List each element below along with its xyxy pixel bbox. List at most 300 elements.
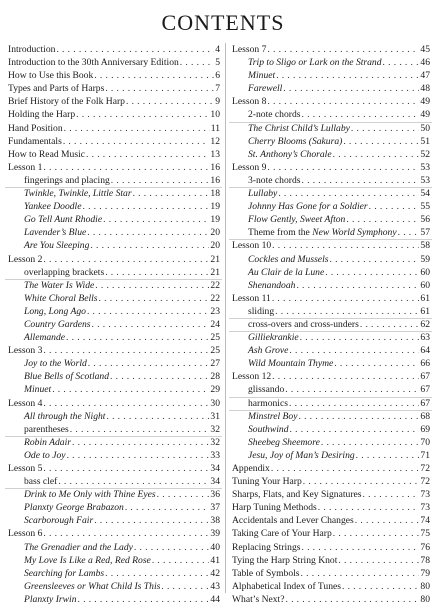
leader-dots: [278, 187, 419, 200]
toc-entry-page: 23: [210, 305, 220, 317]
toc-entry-title: Trip to Sligo or Lark on the Strand: [248, 57, 382, 69]
toc-entry-title: Lesson 2: [8, 253, 43, 265]
toc-entry: [8, 475, 220, 488]
leader-dots: [283, 82, 419, 95]
leader-dots: [72, 436, 209, 449]
toc-entry: [232, 541, 430, 554]
toc-entry-title: Minuet: [24, 384, 52, 396]
toc-entry-page: 34: [210, 463, 220, 474]
leader-dots: [276, 69, 419, 82]
toc-entry-title: Lesson 3: [8, 345, 43, 357]
toc-entry-page: 52: [420, 148, 430, 160]
toc-entry-page: 24: [210, 318, 220, 330]
leader-dots: [271, 462, 420, 475]
toc-entry-title: Harp Tuning Methods: [232, 502, 317, 514]
leader-dots: [43, 253, 209, 266]
contents-left-column: [8, 43, 220, 606]
toc-entry-title: Gilliekrankie: [248, 332, 299, 344]
leader-dots: [333, 527, 420, 540]
leader-dots: [318, 501, 420, 514]
toc-entry-page: 32: [210, 436, 220, 448]
toc-entry-page: 43: [210, 580, 220, 592]
toc-entry: [232, 213, 430, 226]
toc-entry: [232, 266, 430, 279]
leader-dots: [300, 331, 420, 344]
toc-entry: [232, 344, 430, 357]
toc-entry: [232, 279, 430, 292]
toc-entry-page: 61: [420, 292, 430, 304]
toc-entry-page: 21: [210, 253, 220, 265]
toc-entry-page: 68: [420, 410, 430, 422]
leader-dots: [157, 488, 210, 501]
toc-entry-page: 25: [210, 345, 220, 357]
toc-entry-title: fingerings and placing: [24, 174, 110, 186]
toc-entry-page: 55: [420, 201, 430, 213]
leader-dots: [152, 554, 210, 567]
toc-entry-page: 60: [420, 266, 430, 278]
toc-entry-page: 5: [215, 57, 220, 69]
toc-entry-page: 58: [420, 240, 430, 252]
toc-entry-title: Allemande: [24, 332, 66, 344]
toc-entry: [8, 56, 220, 69]
toc-entry-page: 28: [210, 371, 220, 383]
toc-entry-page: 67: [420, 384, 430, 396]
toc-entry: [8, 514, 220, 527]
toc-entry-title: The Christ Child’s Lullaby: [248, 122, 350, 134]
toc-entry-page: 45: [420, 44, 430, 55]
toc-entry-title: Ash Grove: [248, 345, 289, 357]
toc-entry: [232, 56, 430, 69]
toc-entry-page: 38: [210, 515, 220, 527]
toc-entry-page: 64: [420, 345, 430, 357]
leader-dots: [133, 187, 210, 200]
leader-dots: [94, 514, 209, 527]
leader-dots: [82, 200, 209, 213]
leader-dots: [105, 567, 209, 580]
toc-entry-page: 11: [210, 122, 220, 134]
toc-entry: [232, 397, 430, 410]
toc-entry: [8, 383, 220, 396]
toc-entry-page: 34: [210, 476, 220, 488]
leader-dots: [338, 554, 419, 567]
toc-entry-page: 53: [420, 174, 430, 186]
toc-entry-page: 37: [210, 502, 220, 514]
toc-entry-page: 32: [210, 423, 220, 435]
leader-dots: [334, 357, 419, 370]
toc-entry: [8, 279, 220, 292]
leader-dots: [343, 135, 419, 148]
toc-entry: [232, 200, 430, 213]
toc-entry: [8, 541, 220, 554]
toc-entry-title: Long, Long Ago: [24, 305, 86, 317]
toc-entry: [232, 95, 430, 108]
toc-entry-title: The Grenadier and the Lady: [24, 541, 133, 553]
toc-entry-page: 13: [210, 148, 220, 160]
toc-entry: [232, 501, 430, 514]
toc-entry: [8, 397, 220, 410]
toc-entry: [232, 383, 430, 396]
toc-entry: [232, 514, 430, 527]
leader-dots: [43, 344, 209, 357]
leader-dots: [103, 213, 209, 226]
toc-entry-page: 70: [420, 436, 430, 448]
toc-entry-title: Lavender’s Blue: [24, 227, 87, 239]
toc-entry-title: sliding: [248, 305, 275, 317]
toc-entry-page: 59: [420, 253, 430, 265]
toc-entry: [232, 475, 430, 488]
toc-entry-title: Yankee Doodle: [24, 201, 82, 213]
toc-entry: [8, 226, 220, 239]
toc-entry: [8, 344, 220, 357]
toc-entry: [8, 266, 220, 279]
toc-entry: [232, 69, 430, 82]
toc-entry-title: How to Read Music: [8, 148, 86, 160]
toc-entry: [8, 357, 220, 370]
toc-entry: [8, 580, 220, 593]
toc-entry-title: Tuning Your Harp: [232, 476, 302, 488]
toc-entry: [8, 410, 220, 423]
toc-entry-title: Lesson 1: [8, 161, 43, 173]
leader-dots: [110, 370, 209, 383]
toc-entry-title: Fundamentals: [8, 135, 62, 147]
toc-entry-title: Flow Gently, Sweet Afton: [248, 214, 346, 226]
toc-entry: [8, 135, 220, 148]
toc-entry-page: 75: [420, 528, 430, 540]
leader-dots: [398, 226, 420, 239]
toc-entry-page: 61: [420, 305, 430, 317]
toc-entry-title: Taking Care of Your Harp: [232, 528, 332, 540]
toc-entry: [8, 567, 220, 580]
toc-entry: [232, 410, 430, 423]
toc-entry-page: 33: [210, 449, 220, 461]
toc-entry: [232, 580, 430, 593]
leader-dots: [87, 226, 209, 239]
leader-dots: [303, 475, 420, 488]
toc-entry: [8, 331, 220, 344]
toc-entry-title: Planxty Irwin: [24, 593, 77, 605]
toc-entry: [8, 462, 220, 475]
leader-dots: [285, 593, 419, 606]
toc-entry: [8, 108, 220, 121]
toc-entry-title: All through the Night: [24, 410, 106, 422]
toc-entry-title: Sharps, Flats, and Key Signatures: [232, 489, 362, 501]
toc-entry-page: 79: [420, 567, 430, 579]
leader-dots: [125, 501, 210, 514]
toc-entry-page: 80: [420, 580, 430, 592]
toc-entry-page: 6: [215, 70, 220, 82]
toc-entry-title: Table of Symbols: [232, 567, 300, 579]
toc-entry-title: Minuet: [248, 70, 276, 82]
leader-dots: [58, 475, 209, 488]
toc-entry-page: 78: [420, 554, 430, 566]
leader-dots: [296, 279, 419, 292]
leader-dots: [301, 567, 420, 580]
toc-entry-title: Lesson 8: [232, 96, 267, 108]
toc-entry-page: 67: [420, 371, 430, 383]
toc-entry-page: 48: [420, 83, 430, 95]
leader-dots: [92, 318, 210, 331]
leader-dots: [95, 279, 209, 292]
toc-entry-page: 56: [420, 214, 430, 226]
leader-dots: [360, 318, 420, 331]
toc-entry: [8, 593, 220, 606]
toc-entry: [8, 213, 220, 226]
toc-entry: [8, 239, 220, 252]
toc-entry-page: 40: [210, 541, 220, 553]
toc-entry-title: White Choral Bells: [24, 292, 98, 304]
toc-entry-page: 71: [420, 449, 430, 461]
toc-entry-page: 30: [210, 397, 220, 409]
toc-entry: [232, 567, 430, 580]
toc-entry: [8, 122, 220, 135]
toc-entry-page: 67: [420, 397, 430, 409]
leader-dots: [329, 253, 419, 266]
toc-entry: [232, 357, 430, 370]
leader-dots: [285, 383, 419, 396]
toc-entry-title: Cockles and Mussels: [248, 253, 329, 265]
toc-entry-page: 72: [420, 476, 430, 488]
toc-entry-title: Greensleeves or What Child Is This: [24, 580, 161, 592]
toc-entry-page: 21: [210, 266, 220, 278]
toc-entry-page: 12: [210, 135, 220, 147]
toc-entry-title: Twinkle, Twinkle, Little Star: [24, 188, 132, 200]
toc-entry-title: How to Use this Book: [8, 70, 94, 82]
leader-dots: [272, 292, 420, 305]
leader-dots: [369, 200, 420, 213]
toc-entry: [232, 187, 430, 200]
toc-entry-title: Lesson 11: [232, 292, 271, 304]
toc-entry-title: Joy to the World: [24, 358, 87, 370]
toc-entry-title: Shenandoah: [248, 279, 296, 291]
leader-dots: [383, 56, 420, 69]
toc-entry-title: Tying the Harp String Knot: [232, 554, 338, 566]
toc-entry: [8, 43, 220, 56]
leader-dots: [64, 122, 210, 135]
toc-entry: [8, 95, 220, 108]
toc-entry-title: parentheses: [24, 423, 69, 435]
toc-entry: [8, 200, 220, 213]
toc-entry-page: 4: [215, 44, 220, 55]
toc-entry: [8, 161, 220, 174]
toc-entry-page: 22: [210, 292, 220, 304]
toc-entry: [232, 122, 430, 135]
leader-dots: [43, 397, 209, 410]
toc-entry-page: 73: [420, 489, 430, 501]
toc-entry: [8, 554, 220, 567]
toc-entry-title: St. Anthony’s Chorale: [248, 148, 332, 160]
toc-entry-title: bass clef: [24, 476, 58, 488]
toc-entry: [8, 187, 220, 200]
page-title: CONTENTS: [161, 10, 285, 35]
leader-dots: [88, 357, 210, 370]
leader-dots: [298, 410, 419, 423]
toc-entry: [8, 436, 220, 449]
leader-dots: [363, 488, 420, 501]
toc-entry-page: 72: [420, 463, 430, 474]
toc-entry: [232, 174, 430, 187]
toc-entry: [232, 226, 430, 239]
leader-dots: [302, 174, 420, 187]
toc-entry: [232, 135, 430, 148]
leader-dots: [180, 56, 214, 69]
leader-dots: [134, 541, 210, 554]
leader-dots: [351, 122, 419, 135]
leader-dots: [275, 305, 419, 318]
toc-entry-page: 73: [420, 502, 430, 514]
toc-entry: [8, 292, 220, 305]
toc-entry: [232, 318, 430, 331]
toc-entry-page: 49: [420, 109, 430, 121]
leader-dots: [78, 593, 210, 606]
leader-dots: [289, 397, 419, 410]
toc-entry: [8, 174, 220, 187]
toc-entry-page: 74: [420, 515, 430, 527]
toc-entry-title: Replacing Strings: [232, 541, 301, 553]
toc-entry: [232, 82, 430, 95]
toc-entry: [8, 527, 220, 540]
leader-dots: [66, 331, 209, 344]
toc-entry-page: 47: [420, 70, 430, 82]
contents-right-column: [232, 43, 430, 606]
toc-entry: [8, 69, 220, 82]
toc-entry: [8, 370, 220, 383]
toc-entry-page: 29: [210, 384, 220, 396]
toc-entry-page: 25: [210, 332, 220, 344]
toc-entry: [232, 488, 430, 501]
toc-entry-title: Johnny Has Gone for a Soldier: [248, 201, 368, 213]
toc-entry: [232, 436, 430, 449]
toc-entry-title: Lesson 5: [8, 463, 43, 474]
toc-entry-title: Minstrel Boy: [248, 410, 298, 422]
leader-dots: [43, 462, 209, 475]
toc-entry-page: 39: [210, 528, 220, 540]
toc-entry: [8, 148, 220, 161]
toc-entry-page: 9: [215, 96, 220, 108]
toc-entry: [232, 108, 430, 121]
toc-entry-page: 19: [210, 214, 220, 226]
toc-entry: [232, 423, 430, 436]
toc-entry-page: 27: [210, 358, 220, 370]
leader-dots: [67, 449, 210, 462]
toc-entry: [232, 43, 430, 56]
toc-entry-title: overlapping brackets: [24, 266, 105, 278]
leader-dots: [161, 580, 209, 593]
toc-entry-title: My Love Is Like a Red, Red Rose: [24, 554, 151, 566]
leader-dots: [76, 108, 209, 121]
toc-entry-page: 62: [420, 318, 430, 330]
toc-entry: [8, 423, 220, 436]
toc-entry-title: Southwind: [248, 423, 289, 435]
toc-entry-title: Lesson 12: [232, 371, 272, 383]
leader-dots: [321, 436, 420, 449]
toc-entry-title-italic: New World Symphony: [312, 227, 397, 239]
toc-entry-page: 63: [420, 332, 430, 344]
toc-entry-title: Wild Mountain Thyme: [248, 358, 334, 370]
toc-entry-page: 10: [210, 109, 220, 121]
toc-entry-title: Drink to Me Only with Thine Eyes: [24, 489, 156, 501]
toc-entry-page: 19: [210, 201, 220, 213]
toc-entry-title: Country Gardens: [24, 318, 91, 330]
leader-dots: [87, 305, 209, 318]
toc-entry-title: Blue Bells of Scotland: [24, 371, 109, 383]
toc-entry-title: Are You Sleeping: [24, 240, 90, 252]
toc-entry: [8, 318, 220, 331]
leader-dots: [86, 148, 209, 161]
toc-entry-page: 42: [210, 567, 220, 579]
toc-entry-page: 53: [420, 161, 430, 173]
toc-entry-page: 46: [420, 57, 430, 69]
toc-entry-title: Alphabetical Index of Tunes: [232, 580, 341, 592]
toc-entry: [232, 370, 430, 383]
toc-entry: [232, 593, 430, 606]
toc-entry-title: Appendix: [232, 463, 270, 474]
toc-entry-title: cross-overs and cross-unders: [248, 318, 359, 330]
leader-dots: [105, 266, 209, 279]
leader-dots: [267, 95, 419, 108]
toc-entry-title: Lullaby: [248, 188, 278, 200]
leader-dots: [272, 370, 419, 383]
toc-entry: [232, 527, 430, 540]
toc-entry-page: 80: [420, 593, 430, 605]
toc-entry: [8, 82, 220, 95]
leader-dots: [63, 135, 210, 148]
toc-entry-page: 49: [420, 96, 430, 108]
toc-entry: [232, 331, 430, 344]
leader-dots: [111, 174, 210, 187]
toc-entry-page: 36: [210, 489, 220, 501]
toc-entry-title: Lesson 4: [8, 397, 43, 409]
toc-entry: [8, 501, 220, 514]
leader-dots: [325, 266, 419, 279]
leader-dots: [52, 383, 209, 396]
toc-entry-page: 16: [210, 161, 220, 173]
toc-entry: [232, 148, 430, 161]
toc-entry: [232, 253, 430, 266]
leader-dots: [267, 161, 419, 174]
toc-entry-page: 50: [420, 122, 430, 134]
leader-dots: [94, 69, 214, 82]
toc-entry-title: Go Tell Aunt Rhodie: [24, 214, 103, 226]
toc-entry-title: 3-note chords: [248, 174, 301, 186]
toc-entry: [232, 292, 430, 305]
toc-entry-title: What’s Next?: [232, 593, 285, 605]
toc-entry-page: 69: [420, 423, 430, 435]
toc-entry: [232, 239, 430, 252]
toc-entry: [8, 253, 220, 266]
toc-entry-title: Lesson 10: [232, 240, 272, 252]
toc-entry-page: 60: [420, 279, 430, 291]
toc-entry: [232, 161, 430, 174]
toc-entry-title: Farewell: [248, 83, 283, 95]
toc-entry-title: Jesu, Joy of Man’s Desiring: [248, 449, 355, 461]
toc-entry-page: 20: [210, 240, 220, 252]
toc-entry: [8, 488, 220, 501]
toc-entry-title: Introduction: [8, 44, 56, 55]
leader-dots: [302, 108, 420, 121]
toc-entry: [8, 305, 220, 318]
leader-dots: [106, 410, 209, 423]
toc-entry-title: 2-note chords: [248, 109, 301, 121]
toc-entry-title: Lesson 9: [232, 161, 267, 173]
toc-entry-title: Cherry Blooms (Sakura): [248, 135, 343, 147]
toc-entry-page: 7: [215, 83, 220, 95]
leader-dots: [70, 423, 210, 436]
toc-entry-title: The Water Is Wide: [24, 279, 95, 291]
toc-entry-page: 31: [210, 410, 220, 422]
toc-entry-title: Brief History of the Folk Harp: [8, 96, 125, 108]
leader-dots: [290, 423, 420, 436]
toc-entry-page: 44: [210, 593, 220, 605]
